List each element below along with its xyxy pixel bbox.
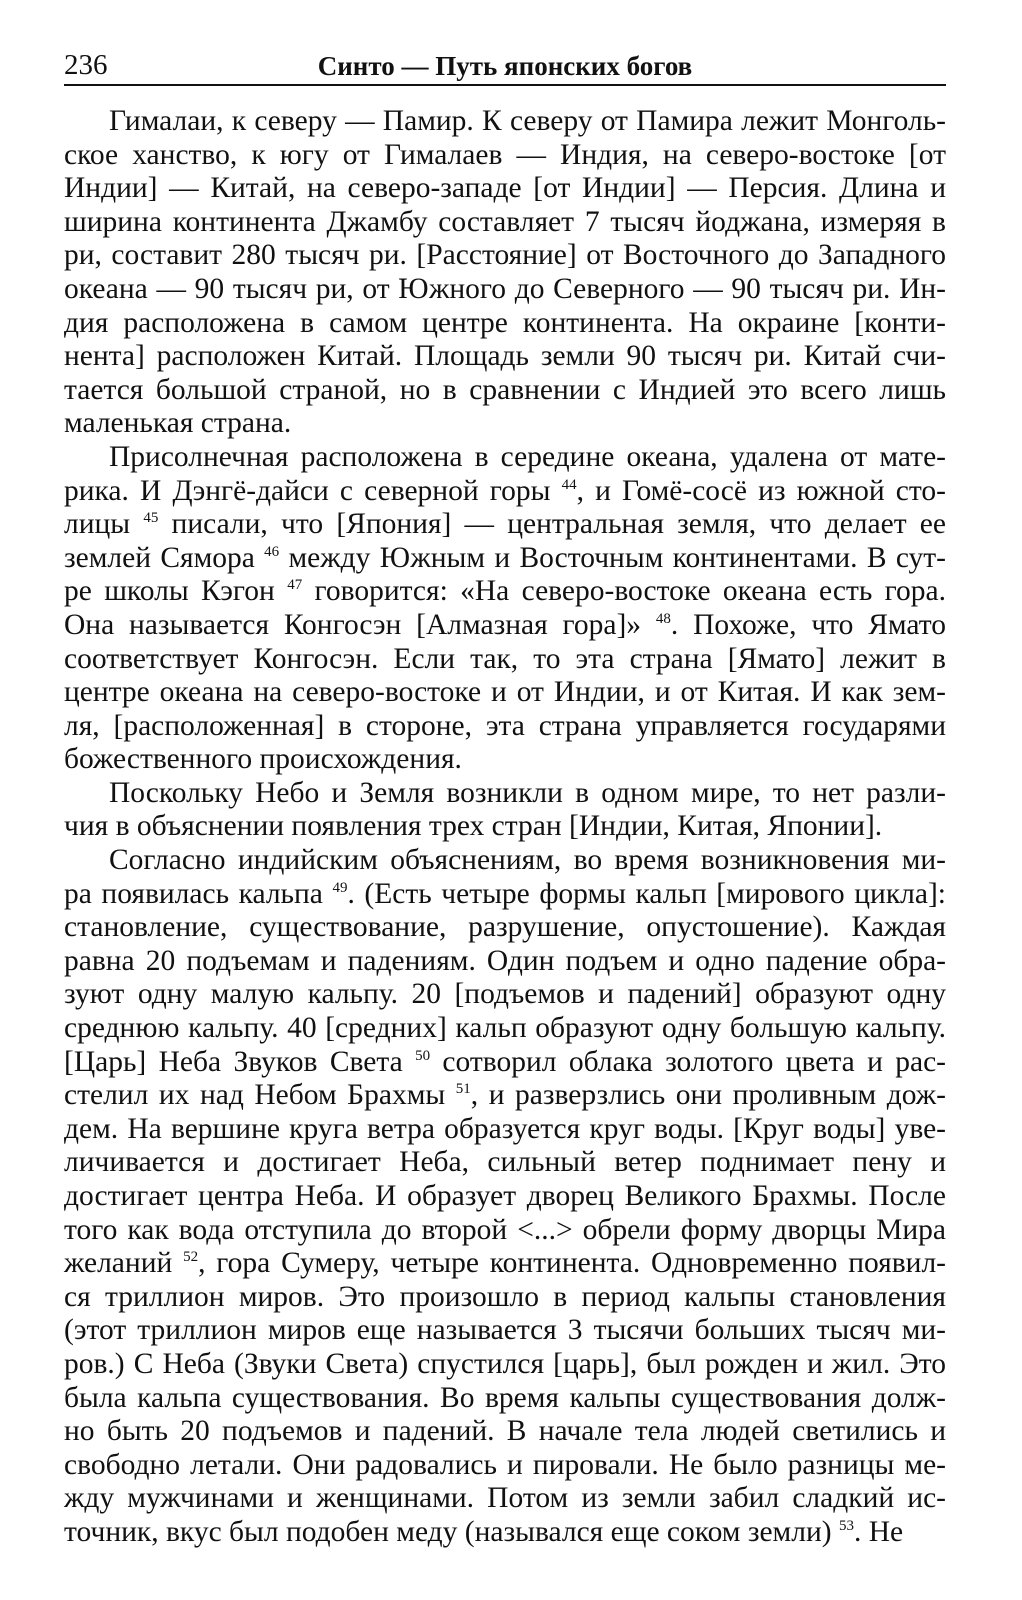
text-line: ров.) С Неба (Звуки Света) спустился [царь], был рожден и жил. Это	[64, 1347, 946, 1380]
text-line: равна 20 подъемам и падениям. Один подъем и одно падение обра-	[64, 944, 946, 977]
footnote-ref: 51	[455, 1081, 471, 1098]
paragraph	[64, 777, 946, 844]
text-segment: землей Сямора	[64, 541, 265, 574]
paragraph	[64, 105, 946, 441]
text-line	[64, 1247, 946, 1281]
text-line	[64, 508, 946, 542]
text-line: Согласно индийским объяснениям, во время возникновения ми-	[109, 844, 946, 877]
text-segment: ра появилась кальпа	[64, 877, 333, 910]
text-line	[64, 1079, 946, 1113]
footnote-ref: 45	[143, 510, 159, 527]
text-segment: между Южным и Восточным континентами. В сут-	[279, 541, 946, 574]
text-line: становление, существование, разрушение, опустошение). Каждая	[64, 911, 946, 944]
footnote-ref: 53	[838, 1518, 854, 1535]
text-line: соответствует Конгосэн. Если так, то эта страна [Ямато] лежит в	[64, 642, 946, 675]
text-segment: лицы	[64, 508, 144, 541]
text-line: свободно летали. Они радовались и пировали. Не было разницы ме-	[64, 1448, 946, 1481]
text-segment: стелил их над Небом Брахмы	[64, 1079, 456, 1112]
running-title: Синто — Путь японских богов	[317, 51, 693, 81]
text-line	[64, 542, 946, 576]
text-line	[64, 1046, 946, 1080]
text-line: ское ханство, к югу от Гималаев — Индия, на северо-востоке [от	[64, 138, 946, 171]
text-segment: желаний	[64, 1247, 184, 1280]
text-line	[64, 575, 946, 609]
text-line: ся триллион миров. Это произошло в период кальпы становления	[64, 1280, 946, 1313]
text-segment: писали, что [Япония] — центральная земля, что делает ее	[158, 508, 946, 541]
text-line: дем. На вершине круга ветра образуется круг воды. [Круг воды] уве-	[64, 1112, 946, 1145]
text-line: божественного происхождения.	[64, 743, 462, 776]
text-segment: , гора Сумеру, четыре континента. Одновременно появил-	[198, 1247, 947, 1280]
text-segment: говорится: «На северо-востоке океана есть гора.	[302, 575, 946, 608]
footnote-ref: 44	[561, 476, 577, 493]
text-line: маленькая страна.	[64, 407, 292, 440]
text-line: Гималаи, к северу — Памир. К северу от Памира лежит Монголь-	[109, 105, 946, 137]
page-number: 236	[64, 49, 108, 81]
footnote-ref: 48	[655, 611, 671, 628]
footnote-ref: 47	[287, 577, 303, 594]
book-page	[64, 44, 946, 1550]
text-line	[64, 475, 946, 509]
text-line: центре океана на северо-востоке и от Индии, и от Китая. И как зем-	[64, 676, 946, 709]
footnote-ref: 49	[332, 879, 348, 896]
text-segment: , и разверзлись они проливным дож-	[470, 1079, 946, 1112]
text-line: зуют одну малую кальпу. 20 [подъемов и падений] образуют одну	[64, 978, 946, 1011]
footnote-ref: 46	[264, 543, 280, 560]
text-segment: . Похоже, что Ямато	[670, 608, 946, 641]
text-line: Поскольку Небо и Земля возникли в одном мире, то нет разли-	[109, 776, 946, 809]
text-segment: ре школы Кэгон	[64, 575, 288, 608]
footnote-ref: 50	[415, 1047, 431, 1064]
paragraph	[64, 844, 946, 1549]
text-line: ри, составит 280 тысяч ри. [Расстояние] от Восточного до Западного	[64, 239, 946, 272]
text-segment: точник, вкус был подобен меду (назывался еще соком земли)	[64, 1515, 839, 1548]
text-line: нента] расположен Китай. Площадь земли 90 тысяч ри. Китай счи-	[64, 340, 946, 373]
text-line	[64, 1516, 946, 1550]
text-line: (этот триллион миров еще называется 3 тысячи больших тысяч ми-	[64, 1314, 946, 1347]
running-head	[64, 44, 946, 86]
text-segment: Она называется Конгосэн [Алмазная гора]»	[64, 608, 656, 641]
text-line: достигает центра Неба. И образует дворец Великого Брахмы. После	[64, 1180, 946, 1212]
text-line: тается большой страной, но в сравнении с Индией это всего лишь	[64, 373, 946, 406]
text-segment: [Царь] Неба Звуков Света	[64, 1045, 416, 1078]
text-line: жду мужчинами и женщинами. Потом из земли забил сладкий ис-	[64, 1482, 946, 1515]
text-segment: рика. И Дэнгё-дайси с северной горы	[64, 474, 562, 507]
text-line: была кальпа существования. Во время кальпы существования долж-	[64, 1381, 946, 1414]
text-line: океана — 90 тысяч ри, от Южного до Северного — 90 тысяч ри. Ин-	[64, 272, 946, 305]
text-line: Индии] — Китай, на северо-западе [от Индии] — Персия. Длина и	[64, 172, 946, 205]
text-segment: . (Есть четыре формы кальп [мирового цикла]:	[347, 877, 946, 910]
text-line: чия в объяснении появления трех стран [Индии, Китая, Японии].	[64, 810, 883, 843]
text-line: ширина континента Джамбу составляет 7 тысяч йоджана, измеряя в	[64, 205, 946, 238]
text-line	[64, 609, 946, 643]
text-line: того как вода отступила до второй <...> обрели форму дворцы Мира	[64, 1213, 946, 1246]
text-segment: сотворил облака золотого цвета и рас-	[430, 1045, 946, 1078]
text-line: ля, [расположенная] в стороне, эта страна управляется государями	[64, 709, 946, 742]
text-line: личивается и достигает Неба, сильный ветер поднимает пену и	[64, 1146, 946, 1179]
text-line: Присолнечная расположена в середине океана, удалена от мате-	[109, 440, 946, 473]
body-text	[64, 105, 946, 1550]
text-line: среднюю кальпу. 40 [средних] кальп образуют одну большую кальпу.	[64, 1012, 946, 1045]
paragraph	[64, 441, 946, 777]
text-line	[64, 878, 946, 912]
text-segment: , и Гомё-сосё из южной сто-	[576, 474, 946, 507]
text-line: дия расположена в самом центре континента. На окраине [конти-	[64, 306, 946, 339]
text-segment: . Не	[853, 1515, 904, 1548]
text-line: но быть 20 подъемов и падений. В начале тела людей светились и	[64, 1415, 946, 1448]
footnote-ref: 52	[183, 1249, 199, 1266]
